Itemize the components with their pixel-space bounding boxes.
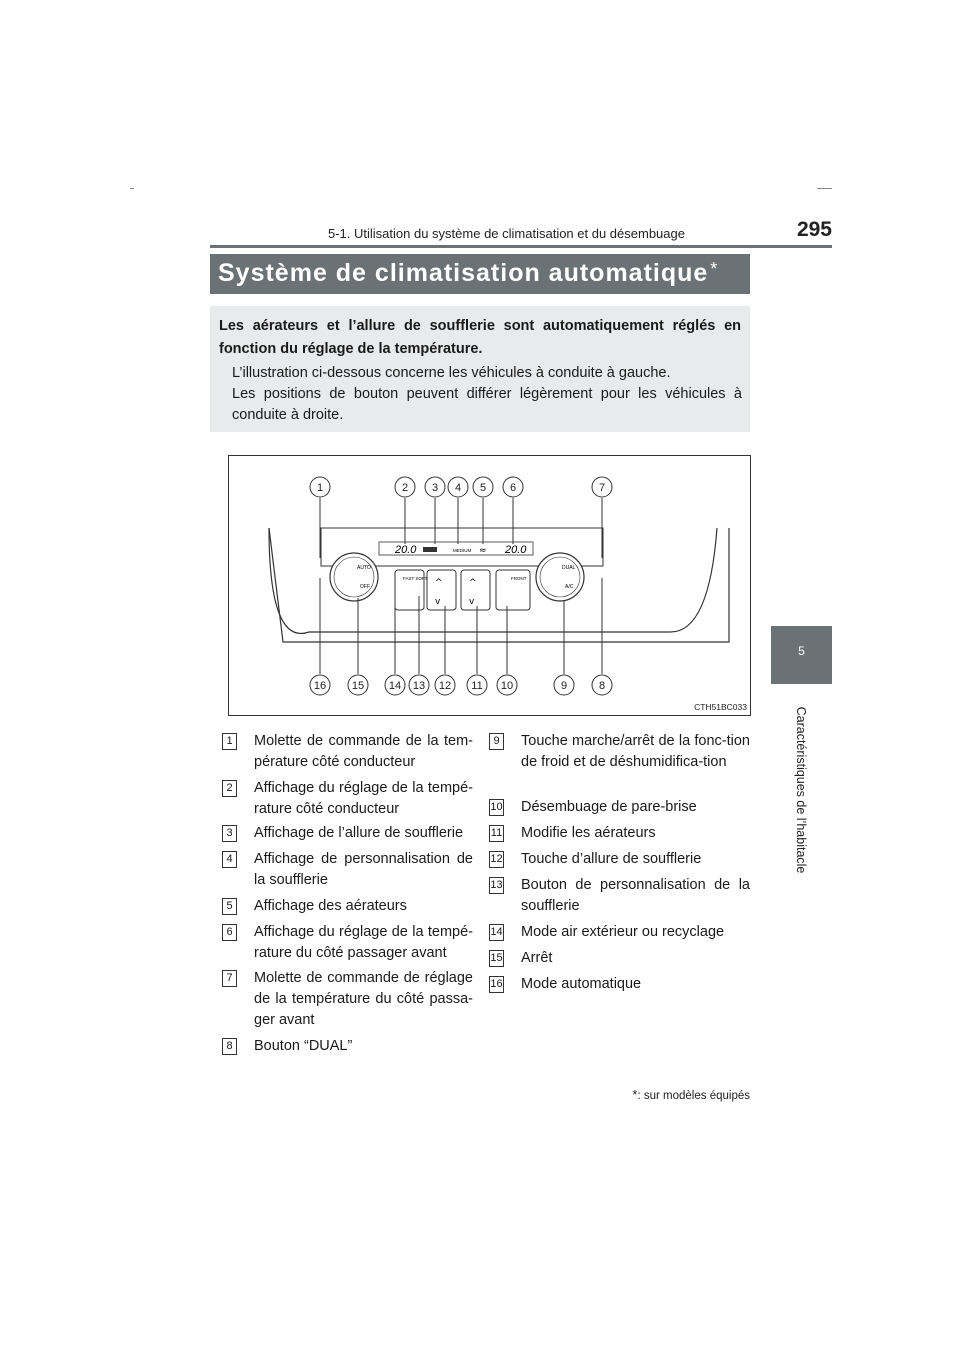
legend-number: 5	[222, 898, 237, 915]
callout-label-16: 16	[313, 680, 327, 692]
legend-number: 10	[489, 799, 504, 816]
heading-label: Système de climatisation automatique	[218, 259, 709, 287]
legend-text: Molette de commande de réglage de la température du côté passa-ger avant	[254, 970, 473, 1028]
callout-label-11: 11	[471, 680, 483, 692]
legend-number: 4	[222, 851, 237, 868]
heading-text	[218, 259, 718, 288]
chevron-down-icon: v	[469, 597, 475, 607]
heading-asterisk: *	[710, 259, 719, 279]
callout-label-5: 5	[479, 482, 487, 494]
legend-number: 3	[222, 825, 237, 842]
legend-text: Affichage des aérateurs	[254, 898, 407, 914]
legend-number: 1	[222, 733, 237, 750]
left-temperature-dial	[330, 553, 378, 601]
temp-right-readout: 20.0	[505, 544, 527, 556]
page-number: 295	[796, 218, 832, 241]
callout-label-9: 9	[560, 680, 568, 692]
chapter-tab	[771, 626, 832, 684]
temp-left-readout: 20.0	[395, 544, 417, 556]
legend-number: 12	[489, 851, 504, 868]
callout-label-14: 14	[388, 680, 402, 692]
chevron-up-icon: ^	[469, 578, 477, 588]
legend-number: 9	[489, 733, 504, 750]
intro-summary: Les aérateurs et l’allure de soufflerie sont automatiquement réglés en fonction du réglage de la température.	[219, 318, 741, 357]
callout-label-8: 8	[598, 680, 606, 692]
legend-text: Mode automatique	[521, 976, 642, 992]
callout-label-15: 15	[351, 680, 365, 692]
legend-text: Modifie les aérateurs	[521, 825, 656, 841]
legend-text: Mode air extérieur ou recyclage	[521, 924, 725, 940]
legend-number: 8	[222, 1038, 237, 1055]
chapter-title: Caractéristiques de l’habitacle	[794, 706, 808, 874]
callout-label-3: 3	[431, 482, 439, 494]
legend-text: Affichage de l’allure de soufflerie	[254, 825, 464, 841]
page-header	[210, 212, 832, 248]
fast-soft-label: FAST SOFT	[403, 576, 428, 581]
legend-number: 13	[489, 877, 504, 894]
legend-text: Molette de commande de la tem-pérature côté conducteur	[254, 733, 473, 770]
dual-label: DUAL	[562, 565, 576, 571]
climate-panel-illustration	[229, 456, 750, 715]
legend-number: 15	[489, 950, 504, 967]
crop-mark-left	[130, 188, 134, 189]
front-label: FRONT	[511, 576, 527, 581]
intro-paragraph: L’illustration ci-dessous concerne les véhicules à conduite à gauche.	[232, 365, 671, 381]
off-label: OFF	[360, 584, 370, 590]
header-rule	[210, 245, 832, 248]
figure-code: CTH51BC033	[694, 702, 747, 712]
legend-text: Touche marche/arrêt de la fonc-tion de froid et de déshumidifica-tion	[521, 733, 750, 770]
footnote-asterisk: *	[632, 1087, 638, 1102]
airflow-icon: ≈	[479, 546, 487, 556]
right-temperature-dial	[536, 553, 584, 601]
legend-text: Désembuage de pare-brise	[521, 799, 697, 815]
auto-label: AUTO	[357, 565, 371, 571]
callout-label-4: 4	[454, 482, 462, 494]
legend-text: Affichage de personnalisation de la soufflerie	[254, 851, 473, 888]
airflow-mode-button	[461, 570, 490, 610]
callout-label-1: 1	[316, 482, 324, 494]
legend-number: 14	[489, 924, 504, 941]
fan-bars	[423, 547, 437, 552]
chevron-up-icon: ^	[435, 578, 443, 588]
footnote-text: : sur modèles équipés	[637, 1090, 750, 1102]
legend-number: 16	[489, 976, 504, 993]
callout-label-6: 6	[509, 482, 517, 494]
legend-text: Affichage du réglage de la tempé-rature du côté passager avant	[254, 924, 473, 961]
medium-readout: MEDIUM	[453, 548, 472, 553]
chevron-down-icon: v	[435, 597, 441, 607]
legend-text: Bouton “DUAL”	[254, 1038, 353, 1054]
legend-text: Affichage du réglage de la tempé-rature côté conducteur	[254, 780, 473, 817]
legend-number: 7	[222, 970, 237, 987]
callout-label-7: 7	[598, 482, 606, 494]
crop-mark-right	[817, 188, 832, 189]
legend-text: Touche d’allure de soufflerie	[521, 851, 702, 867]
climate-panel-figure	[228, 455, 751, 716]
legend-number: 6	[222, 924, 237, 941]
chapter-number: 5	[798, 644, 805, 658]
legend-number: 11	[489, 825, 504, 842]
intro-box	[210, 306, 750, 432]
callout-label-13: 13	[412, 680, 426, 692]
section-heading	[210, 254, 750, 294]
callout-label-2: 2	[401, 482, 409, 494]
legend-number: 2	[222, 780, 237, 797]
ac-label: A/C	[565, 584, 574, 590]
callout-label-12: 12	[438, 680, 452, 692]
intro-paragraph: Les positions de bouton peuvent différer légèrement pour les véhicules à conduite à droite.	[232, 386, 742, 423]
legend-text: Bouton de personnalisation de la soufflerie	[521, 877, 750, 914]
legend-text: Arrêt	[521, 950, 553, 966]
footnote	[632, 1087, 750, 1102]
section-title: 5-1. Utilisation du système de climatisation et du désembuage	[328, 226, 685, 241]
fan-speed-button	[427, 570, 456, 610]
callout-label-10: 10	[500, 680, 514, 692]
